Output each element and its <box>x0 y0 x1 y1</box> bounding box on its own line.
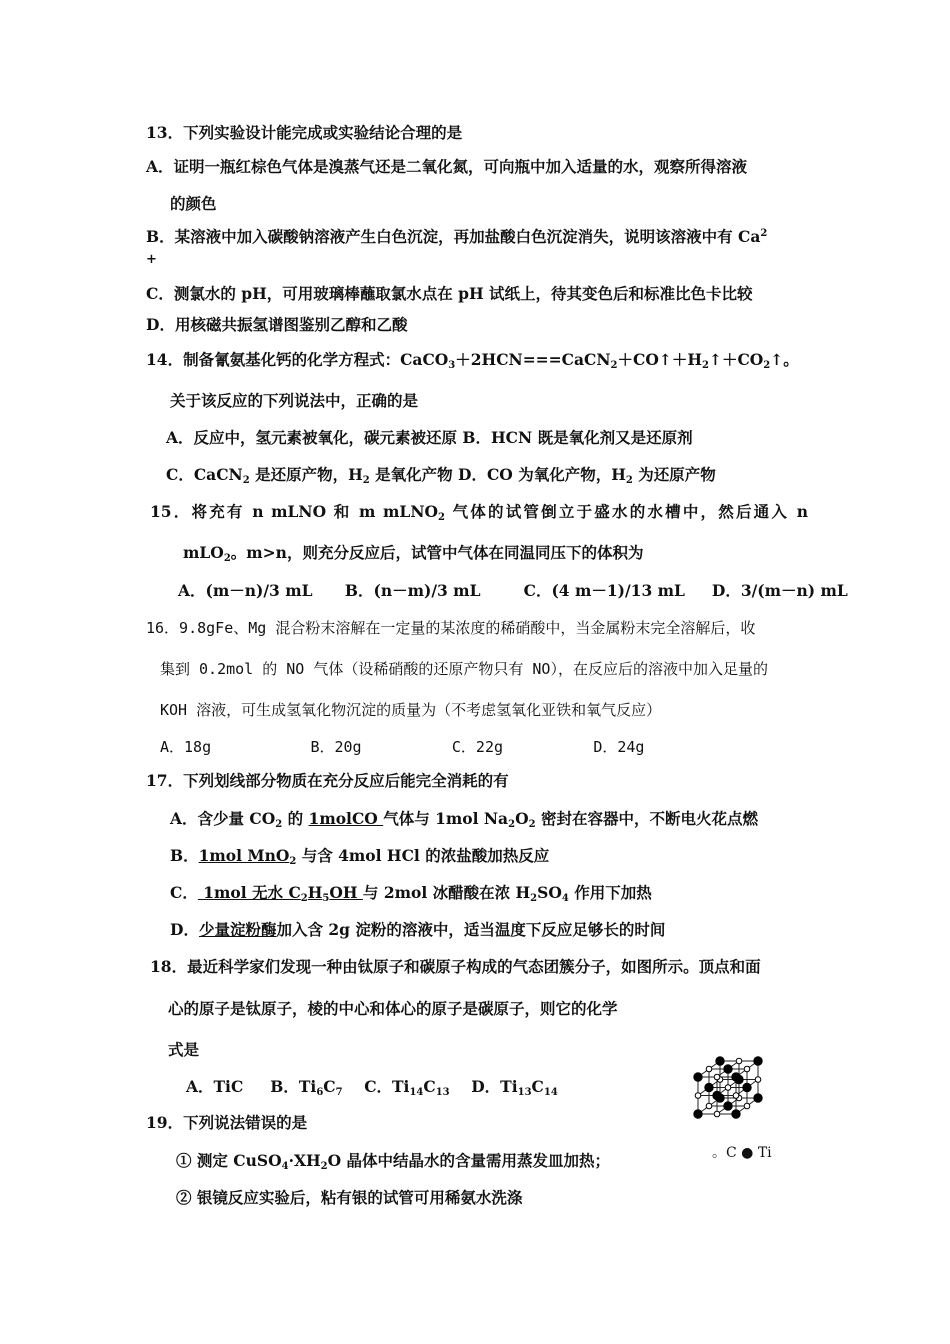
q15-stem-cont: mLO$_2$。m>n，则充分反应后，试管中气体在同温同压下的体积为 <box>183 543 644 564</box>
cluster-legend: 。C ● Ti <box>712 1145 772 1161</box>
ti-atom <box>713 1091 721 1099</box>
ti-atom <box>716 1057 724 1065</box>
c-atom <box>714 1074 720 1080</box>
q14-stem-cont: 关于该反应的下列说法中，正确的是 <box>170 391 419 410</box>
ti-atom <box>694 1073 702 1081</box>
ti-atom <box>732 1110 740 1118</box>
q16-options: A．18g B．20g C．22g D．24g <box>160 738 645 756</box>
c-atom <box>755 1077 761 1083</box>
q15-options: A．(m－n)/3 mL B．(n－m)/3 mL C．(4 m－1)/13 mL D．3/(m－n) mL <box>178 581 848 600</box>
c-atom <box>695 1093 701 1099</box>
q16-stem-cont1: 集到 0.2mol 的 NO 气体（设稀硝酸的还原产物只有 NO），在反应后的溶液中加入足量的 <box>160 660 768 678</box>
q18-stem: 18．最近科学家们发现一种由钛原子和碳原子构成的气态团簇分子，如图所示。顶点和面 <box>150 957 761 976</box>
c-atom <box>725 1085 731 1091</box>
q13-option-d: D．用核磁共振氢谱图鉴别乙醇和乙酸 <box>146 315 408 334</box>
ti-c-cluster-diagram <box>688 1016 810 1134</box>
q19-item-1: ① 测定 $CuSO_4\cdot XH_2O$ 晶体中结晶水的含量需用蒸发皿加热； <box>176 1151 611 1172</box>
c-atom <box>744 1103 750 1109</box>
ti-atom <box>724 1065 732 1073</box>
q13-option-b: B．某溶液中加入碳酸钠溶液产生白色沉淀，再加盐酸白色沉淀消失，说明该溶液中有 Ca$^2$ <box>146 227 768 246</box>
c-atom <box>736 1058 742 1064</box>
c-atom <box>706 1066 712 1072</box>
q16-stem-cont2: KOH 溶液，可生成氢氧化物沉淀的质量为（不考虑氢氧化亚铁和氧气反应） <box>160 701 662 719</box>
q17-option-b: B．1mol MnO$_2$ 与含 4mol HCl 的浓盐酸加热反应 <box>170 846 550 867</box>
c-atom <box>706 1103 712 1109</box>
q17-stem: 17．下列划线部分物质在充分反应后能完全消耗的有 <box>146 771 509 790</box>
ti-atom <box>754 1057 762 1065</box>
q14-options-ab: A．反应中，氢元素被氧化，碳元素被还原 B．HCN 既是氧化剂又是还原剂 <box>166 428 693 447</box>
c-atom <box>733 1093 739 1099</box>
q18-options: A．TiC B．$Ti_6C_7$ C．$Ti_{14}C_{13}$ D．$Ti_{13}C_{14}$ <box>186 1077 558 1098</box>
ti-atom <box>694 1110 702 1118</box>
c-atom <box>744 1066 750 1072</box>
c-atom <box>714 1111 720 1117</box>
q18-stem-cont2: 式是 <box>168 1040 200 1059</box>
q18-stem-cont1: 心的原子是钛原子，棱的中心和体心的原子是碳原子，则它的化学 <box>168 999 618 1018</box>
q13-stem: 13．下列实验设计能完成或实验结论合理的是 <box>146 123 463 142</box>
q17-option-d: D．少量淀粉酶加入含 2g 淀粉的溶液中，适当温度下反应足够长的时间 <box>170 920 666 939</box>
q17-option-c: C． 1mol 无水 $C_2H_5OH$ 与 2mol 冰醋酸在浓 $H_2SO_4$ 作用下加热 <box>170 883 652 904</box>
q13-option-c: C．测氯水的 pH，可用玻璃棒蘸取氯水点在 pH 试纸上，待其变色后和标准比色卡比较 <box>146 284 753 303</box>
q15-stem: 15．将充有 n mLNO 和 m mLNO$_2$ 气体的试管倒立于盛水的水槽中，然后通入 n <box>150 502 808 523</box>
q14-options-cd: C．CaCN$_2$ 是还原产物，$H_2$ 是氧化产物 D．CO 为氧化产物，$H_2$ 为还原产物 <box>166 465 716 486</box>
q13-option-a: A．证明一瓶红棕色气体是溴蒸气还是二氧化氮，可向瓶中加入适量的水，观察所得溶液 <box>146 157 748 176</box>
ti-atom <box>754 1094 762 1102</box>
q16-stem: 16．9.8gFe、Mg 混合粉末溶解在一定量的某浓度的稀硝酸中，当金属粉末完全溶解后，收 <box>146 619 756 637</box>
q19-item-2: ② 银镜反应实验后，粘有银的试管可用稀氨水洗涤 <box>176 1188 523 1207</box>
ti-atom <box>743 1083 751 1091</box>
ti-atom <box>705 1083 713 1091</box>
ti-atom <box>724 1102 732 1110</box>
q13-option-a-cont: 的颜色 <box>170 194 217 213</box>
q13-option-b-cont: + <box>146 252 157 267</box>
ti-atom <box>732 1073 740 1081</box>
q14-stem: 14．制备氰氨基化钙的化学方程式：$CaCO_3+2HCN===CaCN_2+CO↑+H_2↑+CO_2↑$。 <box>146 350 799 371</box>
q19-stem: 19．下列说法错误的是 <box>146 1113 308 1132</box>
q17-option-a: A．含少量 $CO_2$ 的 1molCO 气体与 1mol $Na_2O_2$ 密封在容器中，不断电火花点燃 <box>170 809 758 830</box>
